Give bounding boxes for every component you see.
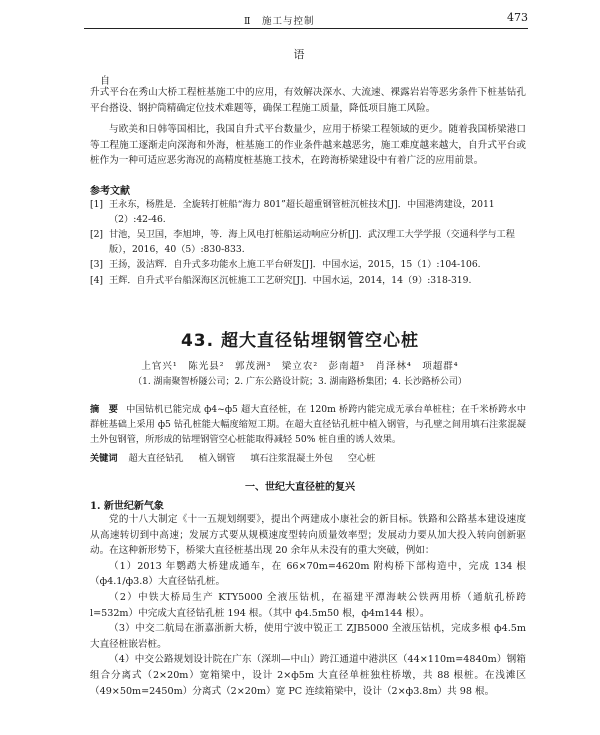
reference-number: [2] <box>90 229 104 240</box>
conclusion-paragraph-1: 升式平台在秀山大桥工程桩基施工中的应用，有效解决深水、大流速、裸露岩岩等恶劣条件下桩基钻孔平台搭设、钢护筒精确定位技术难题等，确保工程施工质量，降低项目施工风险。 <box>90 87 526 114</box>
reference-item <box>90 228 526 257</box>
body-paragraph: （2）中铁大桥局生产 KTY5000 全液压钻机，在福建平潭海峡公铁两用桥（通航孔桥跨 l=532m）中完成大直径钻孔桩 194 根。（其中 ф4.5m50 根，ф4m144 根）。 <box>90 591 526 619</box>
references-list <box>90 198 526 289</box>
authors: 上官兴¹ 陈光县² 郭茂洲³ 梁立农² 彭南超³ 肖泽林⁴ 项超群⁴ <box>141 361 459 372</box>
body-text <box>90 512 526 699</box>
reference-text: 王辉．自升式平台船深海区沉桩施工工艺研究[J]．中国水运，2014，14（9）:318-319. <box>109 274 472 286</box>
reference-number: [4] <box>90 274 104 286</box>
abstract-text: 中国钻机已能完成 ф4~ф5 超大直径桩，在 120m 桥跨内能完成无承台单桩柱；在千米桥跨水中群桩基础上采用 ф5 钻孔桩能大幅度缩短工期。在超大直径钻孔桩中植入钢管，与孔壁之间用填石注浆混凝土外包钢管，所形成的钻埋钢管空心桩能取得减轻 50% 桩自重的诱人效果。 <box>90 404 527 445</box>
chapter-title: 43. 超大直径钻埋钢管空心桩 <box>180 331 420 351</box>
section-heading: 一、世纪大直径桩的复兴 <box>245 482 355 493</box>
reference-text: 甘池，吴卫国，李旭坤，等．海上风电打桩船运动响应分析[J]．武汉理工大学学报（交通科学与工程版），2016，40（5）:830-833. <box>109 229 515 255</box>
running-header <box>84 10 528 29</box>
keywords-label: 关键词 <box>90 453 118 464</box>
reference-item <box>90 258 526 273</box>
keyword: 空心桩 <box>347 453 376 464</box>
reference-item <box>90 198 526 227</box>
keyword: 植入钢管 <box>198 453 236 464</box>
page-number: 473 <box>507 11 528 24</box>
keywords <box>90 450 526 464</box>
reference-number: [1] <box>90 199 104 210</box>
abstract-label: 摘 要 <box>90 404 119 415</box>
subsection-heading: 1. 新世纪新气象 <box>90 501 164 512</box>
reference-text: 王永东，杨胜是．全旋转打桩船“海力 801”超长超重钢管桩沉桩技术[J]．中国港湾建设，2011（2）:42-46. <box>109 199 495 225</box>
conclusion-paragraph-2: 与欧美和日韩等国相比，我国自升式平台数量少，应用于桥梁工程领域的更少。随着我国桥梁港口等工程施工逐渐走向深海和外海，桩基施工的作业条件越来越恶劣，施工难度越来越大，自升式平台或桩作为一种可适应恶劣海况的高精度桩基施工技术，在跨海桥梁建设中有着广泛的应用前景。 <box>90 124 526 166</box>
conclusion-heading: 语 <box>293 48 307 61</box>
body-paragraph: 党的十八大制定《十一五规划纲要》，提出个两建成小康社会的新目标。铁路和公路基本建设速度从高速转切到中高速；发展方式要从规模速度型转向质量效率型；发展动力要从加大投入转向创新驱动。在这种新形势下，桥梁大直径桩基出现 20 余年从未没有的重大突破，例如： <box>90 514 526 557</box>
reference-number: [3] <box>90 259 104 270</box>
reference-text: 王扬，汲洁辉．自升式多功能水上施工平台研发[J]．中国水运，2015，15（1）:104-106. <box>109 259 481 270</box>
keyword: 超大直径钻孔 <box>128 453 184 464</box>
body-paragraph: （4）中交公路规划设计院在广东（深圳—中山）跨江通道中港洪区（44×110m=4840m）钢箱组合分离式（2×20m）宽箱梁中，设计 2×ф5m 大直径单桩独柱桥墩，共 88 根桩。在浅滩区（49×50m=2450m）分离式（2×20m）宽 PC 连续箱梁中，设计（2×ф3.8m）共 98 根。 <box>90 654 526 697</box>
conclusion-fragment: 自 <box>100 76 110 87</box>
body-paragraph: （3）中交二航局在浙嘉浙新大桥，使用宁波中锐正工 ZJB5000 全液压钻机，完成多根 ф4.5m 大直径桩嵌岩桩。 <box>90 623 526 650</box>
affiliations: （1. 湖南聚智桥隧公司；2. 广东公路设计院；3. 湖南路桥集团；4. 长沙路桥公司） <box>133 377 467 387</box>
running-title: Ⅱ 施工与控制 <box>244 16 315 27</box>
abstract <box>90 402 526 447</box>
body-paragraph: （1）2013 年鹦鹉大桥建成通车，在 66×70m=4620m 附构桥下部构造中，完成 134 根（ф4.1/ф3.8）大直径钻孔桩。 <box>90 560 526 588</box>
reference-item <box>90 274 526 289</box>
references-title: 参考文献 <box>90 186 130 197</box>
keyword: 填石注浆混凝土外包 <box>250 453 333 464</box>
